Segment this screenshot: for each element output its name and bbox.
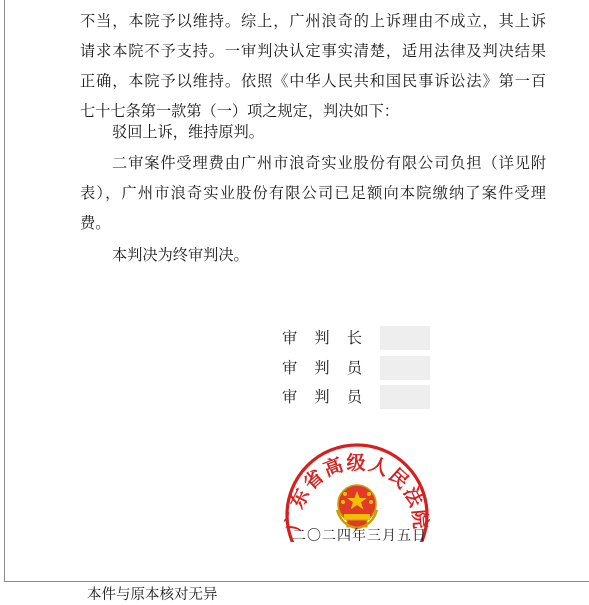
redaction-block bbox=[380, 356, 430, 380]
finality-text: 本判决为终审判决。 bbox=[112, 246, 249, 264]
panel-row-presiding-judge bbox=[282, 326, 362, 350]
ruling-paragraph bbox=[80, 117, 546, 147]
panel-role: 审判长 bbox=[282, 329, 362, 347]
finality-paragraph bbox=[80, 240, 546, 270]
text-line: 表），广州市浪奇实业股份有限公司已足额向本院缴纳了案件受理 bbox=[80, 184, 546, 202]
national-emblem-icon bbox=[337, 485, 377, 528]
court-seal-icon bbox=[282, 430, 432, 542]
panel-role: 审判员 bbox=[282, 359, 362, 377]
text-line: 二审案件受理费由广州市浪奇实业股份有限公司负担（详见附 bbox=[112, 154, 546, 172]
redaction-block bbox=[380, 326, 430, 350]
svg-text:广东省高级人民法院: 广东省高级人民法院 bbox=[282, 452, 432, 532]
page-bottom-edge bbox=[4, 581, 589, 582]
text-line: 正确，本院予以维持。依照《中华人民共和国民事诉讼法》第一百 bbox=[80, 72, 546, 90]
text-line: 七十七条第一款第（一）项之规定，判决如下： bbox=[80, 102, 399, 120]
panel-row-judge-1 bbox=[282, 356, 362, 380]
panel-row-judge-2 bbox=[282, 385, 362, 409]
ruling-text: 驳回上诉，维持原判。 bbox=[112, 123, 264, 141]
text-line: 费。 bbox=[80, 214, 111, 232]
text-line: 请求本院不予支持。一审判决认定事实清楚，适用法律及判决结果 bbox=[80, 42, 546, 60]
certification-note: 本件与原本核对无异 bbox=[87, 587, 218, 603]
panel-role: 审判员 bbox=[282, 388, 362, 406]
reasoning-paragraph bbox=[80, 6, 546, 126]
page-left-edge bbox=[4, 0, 5, 582]
judgment-date: 二〇二四年三月五日 bbox=[292, 528, 427, 544]
text-line: 不当，本院予以维持。综上，广州浪奇的上诉理由不成立，其上诉 bbox=[80, 12, 546, 30]
fee-paragraph bbox=[80, 148, 546, 238]
redaction-block bbox=[380, 385, 430, 409]
